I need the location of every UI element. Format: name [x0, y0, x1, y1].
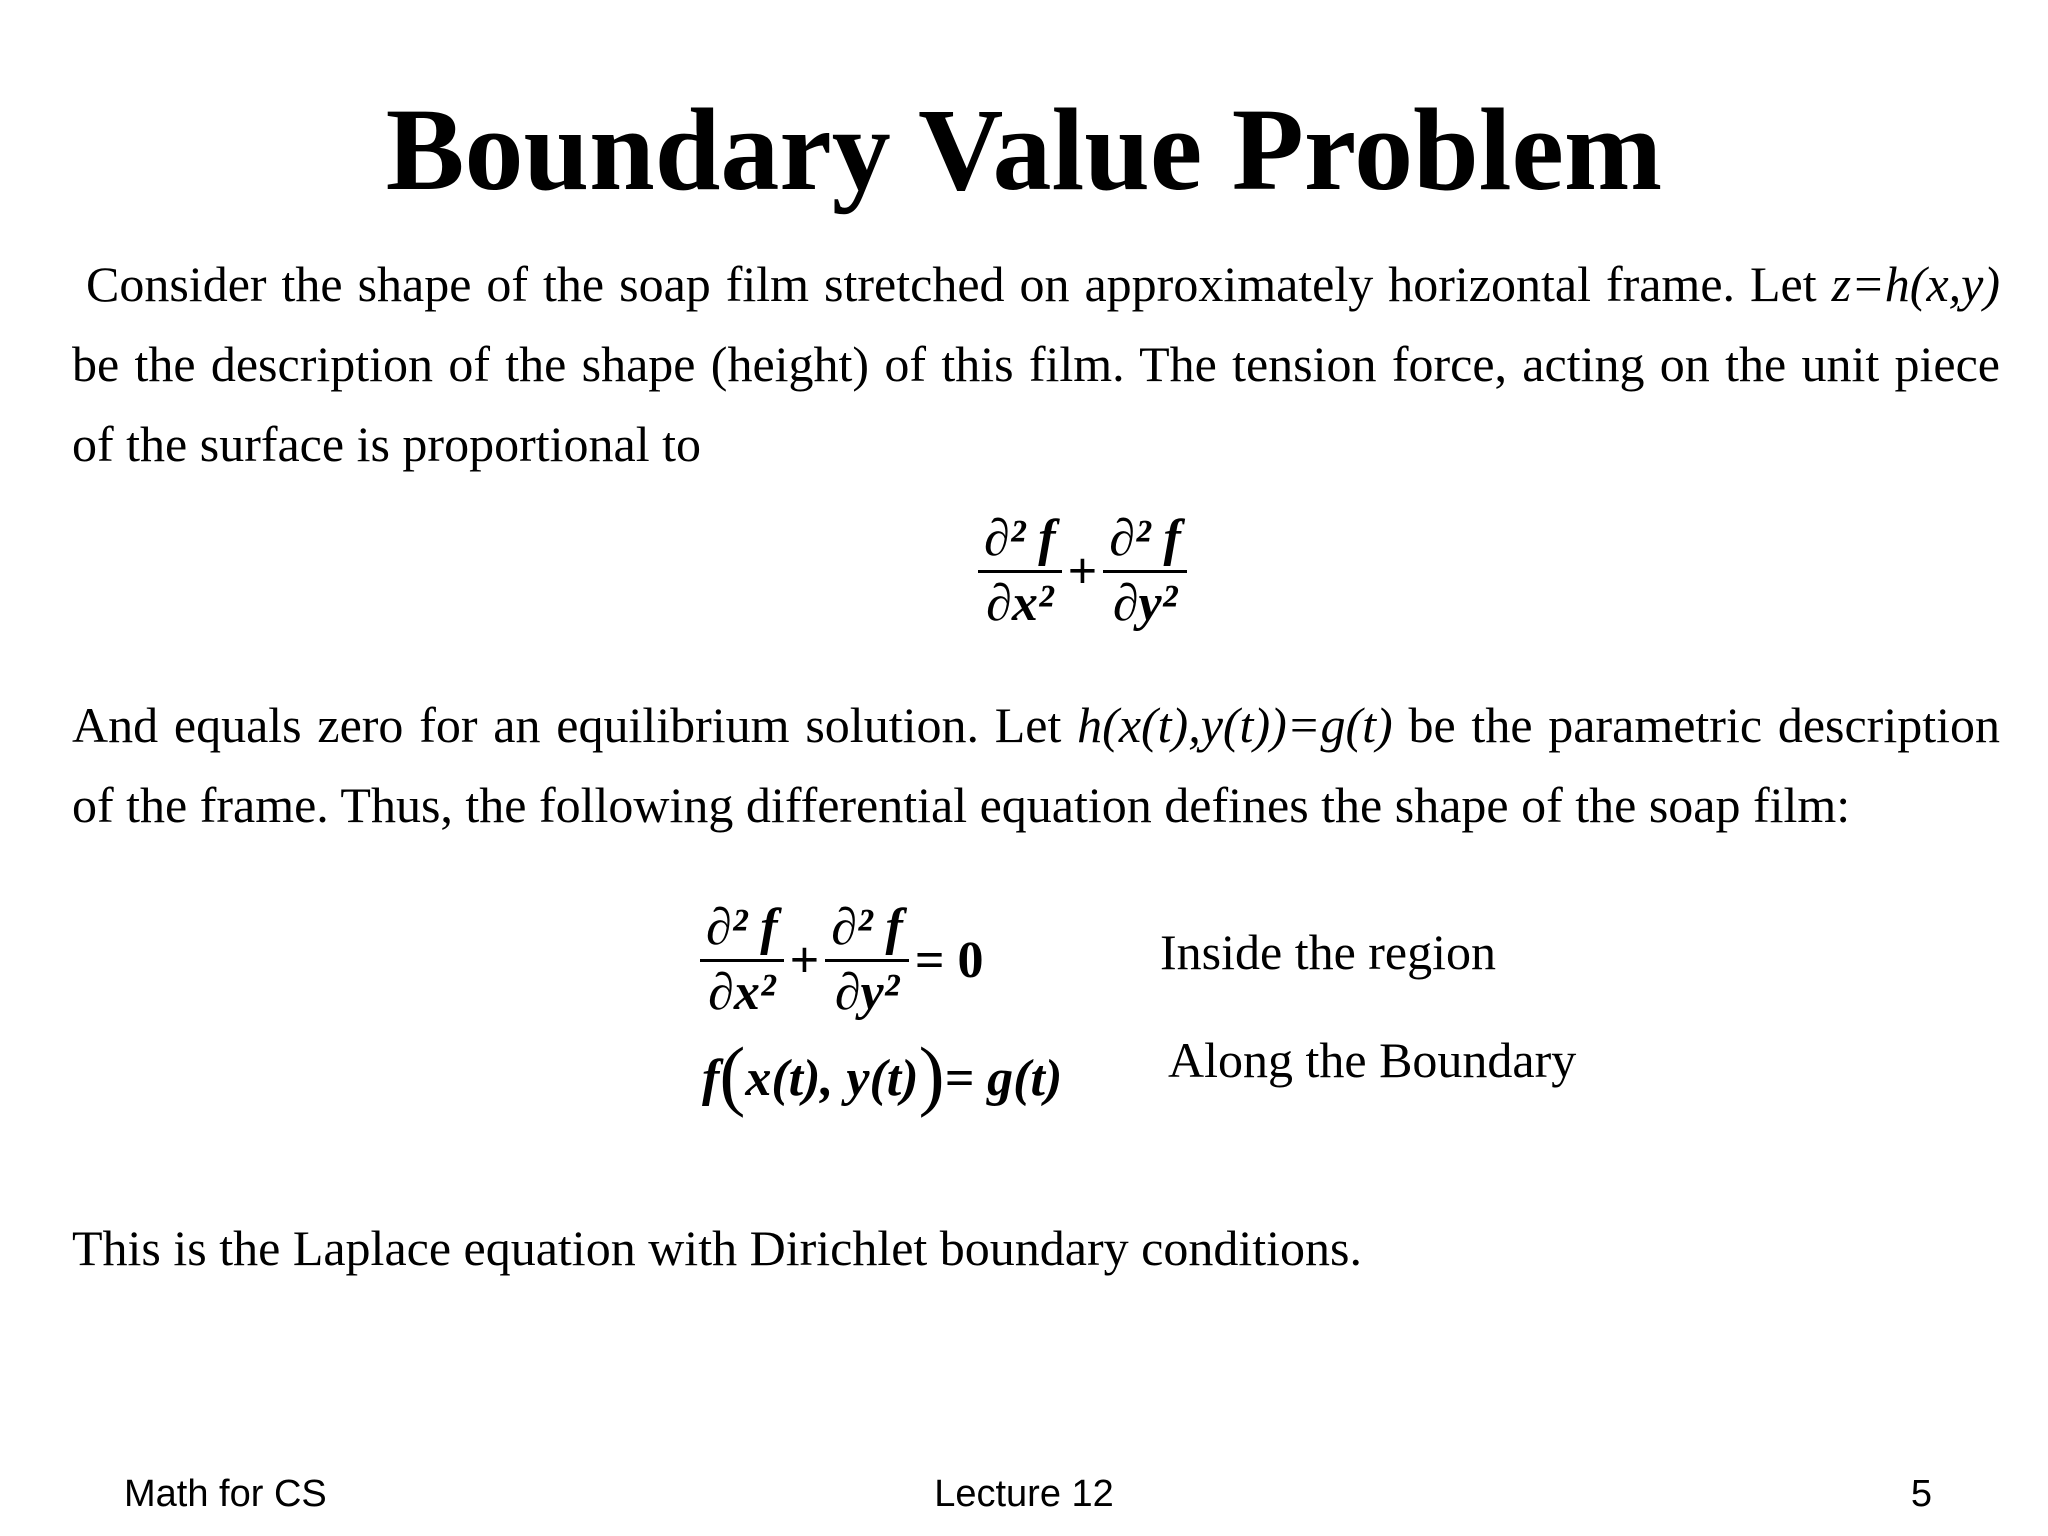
equals-zero: = 0: [914, 932, 984, 989]
fraction-numerator: ∂² f: [1103, 508, 1187, 573]
equilibrium-paragraph: [72, 685, 2000, 845]
equilibrium-text-2: be the parametric description of the frame. Thus, the following differential equation defines the shape of the soap film:: [72, 697, 2000, 833]
slide-title: Boundary Value Problem: [385, 84, 1663, 215]
fraction-denominator: ∂y²: [1112, 575, 1178, 632]
height-function-expression: z=h(x,y): [1831, 256, 2000, 312]
boundary-rhs: = g(t): [944, 1050, 1063, 1107]
fraction-numerator: ∂² f: [825, 897, 909, 962]
fraction-numerator: ∂² f: [700, 897, 784, 962]
fraction-denominator: ∂x²: [986, 575, 1054, 632]
fraction-numerator: ∂² f: [978, 508, 1062, 573]
footer-course-name: Math for CS: [124, 1473, 327, 1515]
footer-lecture: Lecture 12: [934, 1473, 1114, 1515]
boundary-condition-equation: [702, 1030, 1062, 1120]
fraction-denominator: ∂x²: [708, 964, 776, 1021]
boundary-args: x(t), y(t): [745, 1050, 919, 1107]
along-boundary-label: Along the Boundary: [1168, 1032, 1577, 1088]
open-paren: (: [719, 1031, 746, 1118]
footer-page-number: 5: [1910, 1473, 1932, 1515]
intro-text-1: Consider the shape of the soap film stretched on approximately horizontal frame. Let: [86, 256, 1832, 312]
inside-region-label: Inside the region: [1160, 924, 1497, 980]
d2f-dy2-fraction: [825, 897, 909, 1024]
d2f-dy2-fraction: [1103, 508, 1187, 635]
plus-operator: +: [789, 932, 820, 989]
plus-operator: +: [1067, 543, 1098, 600]
intro-text-2: be the description of the shape (height) of this film. The tension force, acting on the unit piece of the surface is proportional to: [72, 336, 2000, 472]
intro-paragraph: [72, 244, 2000, 484]
tension-expression: [978, 508, 1187, 635]
laplace-equation: [700, 897, 990, 1024]
fraction-denominator: ∂y²: [834, 964, 900, 1021]
boundary-function-name: f: [702, 1050, 720, 1107]
d2f-dx2-fraction: [700, 897, 784, 1024]
d2f-dx2-fraction: [978, 508, 1062, 635]
close-paren: ): [918, 1031, 945, 1118]
conclusion-paragraph: This is the Laplace equation with Dirichlet boundary conditions.: [72, 1220, 1362, 1276]
parametric-frame-expression: h(x(t),y(t))=g(t): [1077, 697, 1393, 753]
equilibrium-text-1: And equals zero for an equilibrium solution. Let: [72, 697, 1078, 753]
